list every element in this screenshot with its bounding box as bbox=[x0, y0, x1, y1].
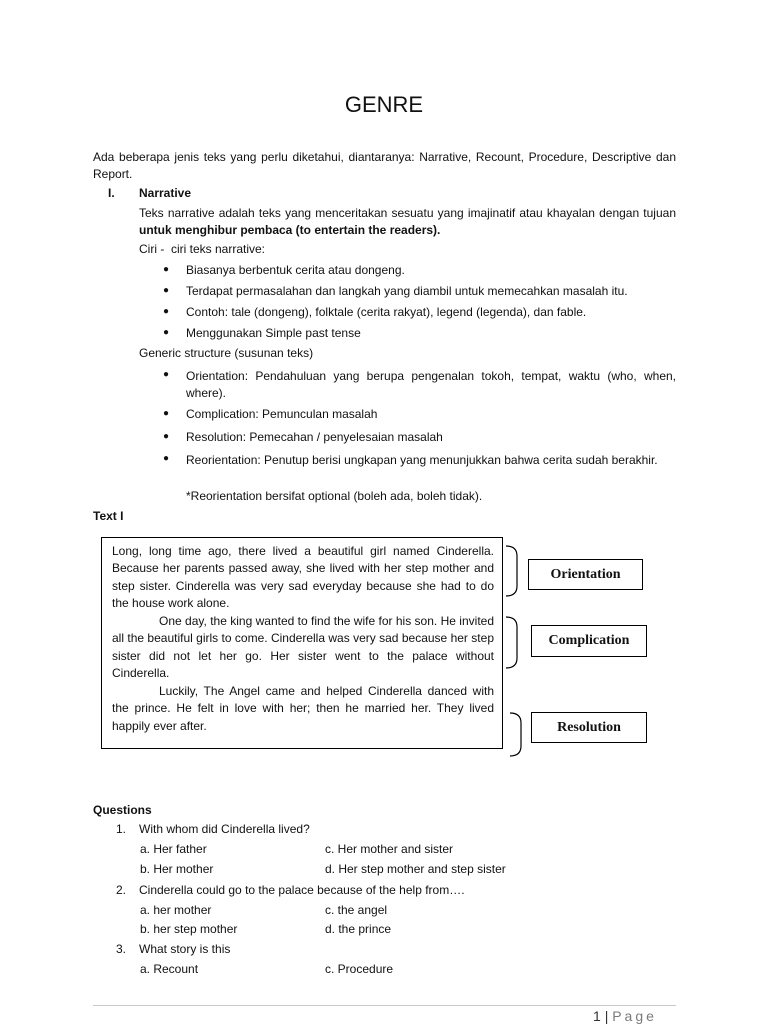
question-text: With whom did Cinderella lived? bbox=[139, 822, 310, 836]
answer-option: a. Her father bbox=[140, 842, 207, 856]
resolution-label: Resolution bbox=[531, 712, 647, 743]
definition-plain: Teks narrative adalah teks yang menceritakan sesuatu yang imajinatif atau khayalan dengan tujuan bbox=[139, 206, 676, 220]
story-orientation: Long, long time ago, there lived a beautiful girl named Cinderella. Because her parents passed away, she lived with her step mother and step sister. Cinderella was very sad everyday because she had to do the house work alone. bbox=[112, 544, 494, 611]
answer-option: b. Her mother bbox=[140, 862, 214, 876]
answer-option: c. Her mother and sister bbox=[325, 842, 454, 856]
structure-item: Orientation: Pendahuluan yang berupa pengenalan tokoh, tempat, waktu (who, when, where). bbox=[186, 369, 676, 400]
story-resolution: Luckily, The Angel came and helped Cinderella danced with the prince. He felt in love with her; then he married her. They lived happily ever after. bbox=[112, 684, 494, 733]
bullet-icon: ● bbox=[163, 285, 170, 296]
ciri-item: Terdapat permasalahan dan langkah yang diambil untuk memecahkan masalah itu. bbox=[186, 284, 628, 298]
definition-bold: untuk menghibur pembaca (to entertain the readers). bbox=[139, 222, 441, 237]
bullet-icon: ● bbox=[163, 408, 170, 419]
story-box bbox=[101, 537, 503, 749]
page-word: Page bbox=[612, 1008, 657, 1024]
question-text: What story is this bbox=[139, 942, 231, 956]
answer-option: b. her step mother bbox=[140, 922, 238, 936]
page-title: GENRE bbox=[344, 92, 424, 117]
question-number: 3. bbox=[116, 942, 127, 956]
complication-label: Complication bbox=[531, 625, 647, 657]
orientation-bracket bbox=[506, 546, 517, 596]
resolution-bracket bbox=[510, 713, 521, 756]
question-number: 1. bbox=[116, 822, 127, 836]
section-number: I. bbox=[108, 186, 115, 200]
ciri-heading: Ciri - ciri teks narrative: bbox=[139, 242, 266, 256]
ciri-item: Biasanya berbentuk cerita atau dongeng. bbox=[186, 263, 405, 277]
bullet-icon: ● bbox=[163, 369, 170, 380]
bullet-icon: ● bbox=[163, 264, 170, 275]
structure-item: Reorientation: Penutup berisi ungkapan yang menunjukkan bahwa cerita sudah berakhir. bbox=[186, 453, 658, 467]
complication-bracket bbox=[506, 617, 517, 668]
reorientation-note: *Reorientation bersifat optional (boleh ada, boleh tidak). bbox=[186, 489, 483, 503]
answer-option: c. the angel bbox=[325, 903, 388, 917]
bullet-icon: ● bbox=[163, 453, 170, 464]
footer-divider bbox=[93, 1005, 676, 1006]
page-number: 1 bbox=[593, 1008, 601, 1024]
structure-item: Resolution: Pemecahan / penyelesaian masalah bbox=[186, 430, 443, 444]
story-complication: One day, the king wanted to find the wife for his son. He invited all the beautiful girls to come. Cinderella was very sad because her step sister did not let her go. Her sister went to the palace without Cinderella. bbox=[112, 614, 494, 681]
page-footer bbox=[593, 1008, 657, 1024]
bullet-icon: ● bbox=[163, 431, 170, 442]
answer-option: d. the prince bbox=[325, 922, 392, 936]
questions-heading: Questions bbox=[93, 803, 152, 817]
answer-option: d. Her step mother and step sister bbox=[325, 862, 506, 876]
page-separator: | bbox=[604, 1008, 609, 1024]
question-number: 2. bbox=[116, 883, 127, 897]
ciri-item: Menggunakan Simple past tense bbox=[186, 326, 361, 340]
text-heading: Text I bbox=[93, 509, 124, 523]
intro-paragraph: Ada beberapa jenis teks yang perlu diketahui, diantaranya: Narrative, Recount, Procedure, Descriptive dan Report. bbox=[93, 150, 676, 181]
answer-option: c. Procedure bbox=[325, 962, 394, 976]
question-text: Cinderella could go to the palace because of the help from…. bbox=[139, 883, 465, 897]
structure-heading: Generic structure (susunan teks) bbox=[139, 346, 314, 360]
ciri-item: Contoh: tale (dongeng), folktale (cerita rakyat), legend (legenda), dan fable. bbox=[186, 305, 587, 319]
structure-item: Complication: Pemunculan masalah bbox=[186, 407, 378, 421]
answer-option: a. Recount bbox=[140, 962, 199, 976]
section-heading: Narrative bbox=[139, 186, 192, 200]
narrative-definition bbox=[139, 205, 676, 238]
bullet-icon: ● bbox=[163, 327, 170, 338]
answer-option: a. her mother bbox=[140, 903, 212, 917]
bullet-icon: ● bbox=[163, 306, 170, 317]
orientation-label: Orientation bbox=[528, 559, 643, 590]
